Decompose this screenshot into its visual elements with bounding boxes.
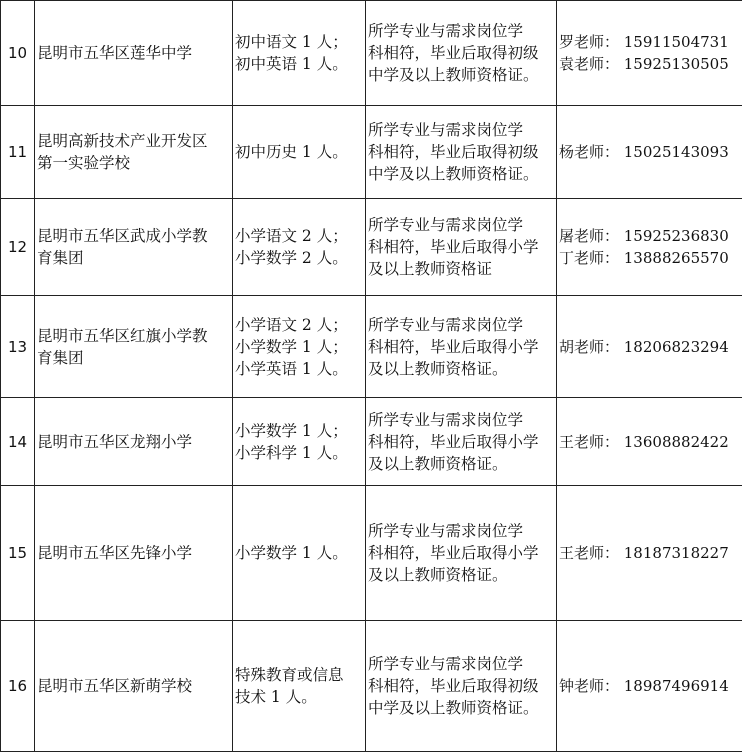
row-number: 15 [1, 486, 35, 621]
requirement: 所学专业与需求岗位学 科相符，毕业后取得初级 中学及以上教师资格证。 [366, 621, 557, 752]
row-number: 10 [1, 1, 35, 106]
row-number: 12 [1, 199, 35, 296]
requirement: 所学专业与需求岗位学 科相符，毕业后取得小学 及以上教师资格证。 [366, 296, 557, 398]
row-number: 13 [1, 296, 35, 398]
requirement: 所学专业与需求岗位学 科相符，毕业后取得小学 及以上教师资格证。 [366, 398, 557, 486]
positions: 小学语文 2 人； 小学数学 2 人。 [233, 199, 366, 296]
requirement: 所学专业与需求岗位学 科相符，毕业后取得初级 中学及以上教师资格证。 [366, 106, 557, 199]
positions: 小学数学 1 人。 [233, 486, 366, 621]
school-name: 昆明市五华区龙翔小学 [35, 398, 233, 486]
contact: 王老师： 13608882422 [557, 398, 742, 486]
school-name: 昆明市五华区莲华中学 [35, 1, 233, 106]
positions: 初中历史 1 人。 [233, 106, 366, 199]
contact: 屠老师： 15925236830 丁老师： 13888265570 [557, 199, 742, 296]
contact: 钟老师： 18987496914 [557, 621, 742, 752]
table-row [1, 296, 742, 398]
positions: 初中语文 1 人； 初中英语 1 人。 [233, 1, 366, 106]
school-name: 昆明市五华区红旗小学教 育集团 [35, 296, 233, 398]
positions: 小学数学 1 人； 小学科学 1 人。 [233, 398, 366, 486]
requirement: 所学专业与需求岗位学 科相符，毕业后取得小学 及以上教师资格证。 [366, 486, 557, 621]
positions: 特殊教育或信息 技术 1 人。 [233, 621, 366, 752]
row-number: 11 [1, 106, 35, 199]
positions: 小学语文 2 人； 小学数学 1 人； 小学英语 1 人。 [233, 296, 366, 398]
table-row [1, 621, 742, 752]
school-name: 昆明市五华区先锋小学 [35, 486, 233, 621]
school-name: 昆明市五华区新萌学校 [35, 621, 233, 752]
contact: 杨老师： 15025143093 [557, 106, 742, 199]
contact: 罗老师： 15911504731 袁老师： 15925130505 [557, 1, 742, 106]
contact: 胡老师： 18206823294 [557, 296, 742, 398]
table-row [1, 398, 742, 486]
school-name: 昆明市五华区武成小学教 育集团 [35, 199, 233, 296]
contact: 王老师： 18187318227 [557, 486, 742, 621]
school-name: 昆明高新技术产业开发区 第一实验学校 [35, 106, 233, 199]
table-row [1, 199, 742, 296]
table-row [1, 486, 742, 621]
table-row [1, 106, 742, 199]
row-number: 14 [1, 398, 35, 486]
requirement: 所学专业与需求岗位学 科相符，毕业后取得初级 中学及以上教师资格证。 [366, 1, 557, 106]
table-row [1, 1, 742, 106]
requirement: 所学专业与需求岗位学 科相符，毕业后取得小学 及以上教师资格证 [366, 199, 557, 296]
row-number: 16 [1, 621, 35, 752]
